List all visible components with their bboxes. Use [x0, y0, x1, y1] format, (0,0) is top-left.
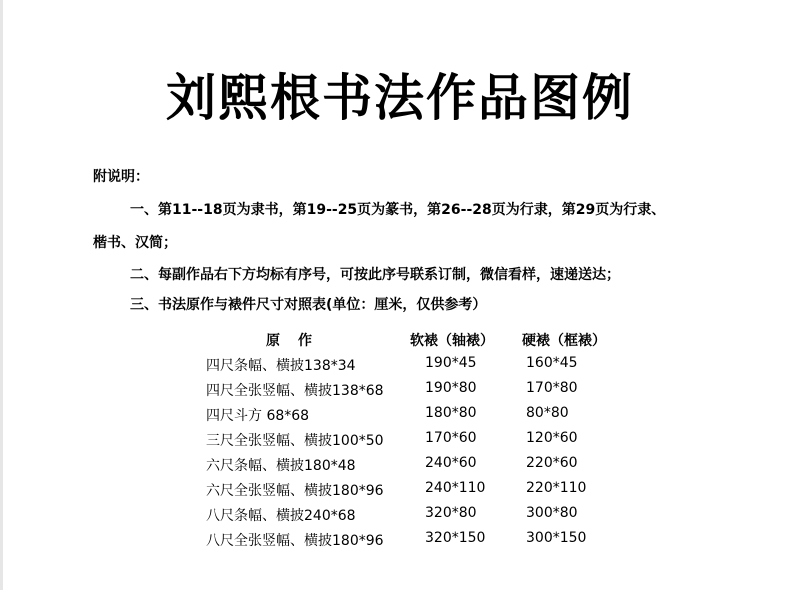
soft-mount-size-cell: 320*150: [425, 530, 486, 546]
note-line-1: 一、第11--18页为隶书，第19--25页为篆书，第26--28页为行隶，第29页为行隶、: [130, 202, 666, 218]
soft-mount-size-cell: 190*80: [425, 380, 477, 396]
table-header-hard-mount: 硬裱（框裱）: [522, 333, 606, 349]
hard-mount-size-cell: 120*60: [526, 430, 578, 446]
hard-mount-size-cell: 300*150: [526, 530, 587, 546]
soft-mount-size-cell: 170*60: [425, 430, 477, 446]
hard-mount-size-cell: 220*110: [526, 480, 587, 496]
page-title: 刘熙根书法作品图例: [166, 69, 634, 127]
hard-mount-size-cell: 300*80: [526, 505, 578, 521]
original-size-cell: 四尺条幅、横披138*34: [206, 358, 356, 374]
original-size-cell: 六尺全张竖幅、横披180*96: [206, 483, 384, 499]
table-header-original: 原作: [266, 333, 330, 349]
soft-mount-size-cell: 240*60: [425, 455, 477, 471]
original-size-cell: 八尺全张竖幅、横披180*96: [206, 533, 384, 549]
table-header-soft-mount: 软裱（轴裱）: [410, 333, 494, 349]
soft-mount-size-cell: 320*80: [425, 505, 477, 521]
soft-mount-size-cell: 240*110: [425, 480, 486, 496]
original-size-cell: 八尺条幅、横披240*68: [206, 508, 356, 524]
note-line-3: 三、书法原作与裱件尺寸对照表(单位：厘米，仅供参考）: [130, 297, 487, 313]
note-line-1-continued: 楷书、汉简；: [93, 235, 177, 251]
hard-mount-size-cell: 170*80: [526, 380, 578, 396]
soft-mount-size-cell: 190*45: [425, 355, 477, 371]
original-size-cell: 三尺全张竖幅、横披100*50: [206, 433, 384, 449]
original-size-cell: 四尺全张竖幅、横披138*68: [206, 383, 384, 399]
note-heading: 附说明：: [93, 169, 149, 185]
original-size-cell: 六尺条幅、横披180*48: [206, 458, 356, 474]
note-line-2: 二、每副作品右下方均标有序号，可按此序号联系订制，微信看样，速递送达；: [130, 267, 620, 283]
hard-mount-size-cell: 160*45: [526, 355, 578, 371]
soft-mount-size-cell: 180*80: [425, 405, 477, 421]
hard-mount-size-cell: 80*80: [526, 405, 569, 421]
hard-mount-size-cell: 220*60: [526, 455, 578, 471]
original-size-cell: 四尺斗方 68*68: [206, 408, 310, 424]
